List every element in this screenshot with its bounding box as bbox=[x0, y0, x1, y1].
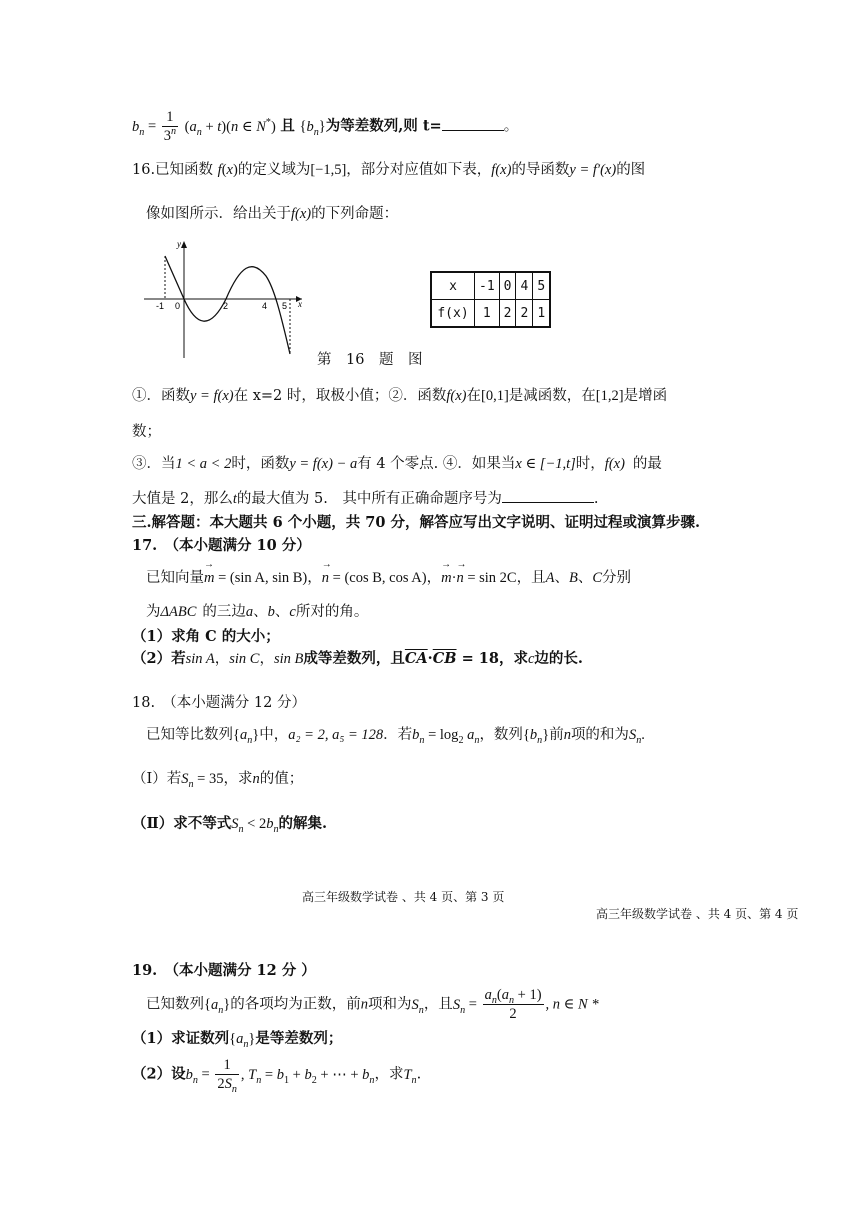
q17-line2: 为ΔABC 的三边a、b、c所对的角。 bbox=[146, 604, 369, 620]
y-axis-arrow bbox=[181, 241, 187, 248]
y-axis-label: y bbox=[177, 239, 181, 249]
table-cell: -1 bbox=[475, 272, 500, 300]
q19-fraction: $\frac{a_n(a_n + 1)}{2}$ bbox=[484, 987, 542, 1023]
q16-prop1-cont: 数； bbox=[132, 424, 161, 440]
q18-title: 18. （本小题满分 12 分） bbox=[132, 695, 306, 711]
q19-title: 19. （本小题满分 12 分 ） bbox=[132, 962, 316, 979]
footer-page-4: 高三年级数学试卷 、共 4 页、第 4 页 bbox=[596, 907, 799, 921]
value-table bbox=[430, 271, 551, 328]
footer-page-3: 高三年级数学试卷 、共 4 页、第 3 页 bbox=[302, 890, 505, 904]
q16-line2: 像如图所示．给出关于f(x)的下列命题： bbox=[146, 206, 399, 222]
tick-label-0: 0 bbox=[175, 301, 181, 311]
table-cell: 0 bbox=[499, 272, 516, 300]
table-cell: x bbox=[431, 272, 475, 300]
q19-part2: （2）设$b_n$ = $\frac{1}{2S_n}$ , $T_n = b_1 + b_2$ + ⋯ + $b_n$，求$T_n$. bbox=[132, 1057, 422, 1096]
q19-bn-fraction: $\frac{1}{2S_n}$ bbox=[217, 1057, 237, 1096]
q16-line1: 16.已知函数 f(x)的定义域为[−1,5]，部分对应值如下表，f(x)的导函数y = f′(x)的图 bbox=[132, 162, 646, 178]
q17-part2: （2）若sin A，sin C，sin B成等差数列，且$\overline{CA}\cdot\overline{CB} = 18$，求c边的长. bbox=[132, 650, 583, 667]
q17-part1: （1）求角 C 的大小； bbox=[132, 628, 280, 645]
tick-label-4: 4 bbox=[262, 301, 268, 311]
table-row bbox=[431, 272, 550, 300]
table-cell: 4 bbox=[516, 272, 533, 300]
table-cell: f(x) bbox=[431, 300, 475, 328]
q18-part1: （Ⅰ）若$S_n = 35$，求n的值； bbox=[132, 771, 304, 790]
q16-prop4: 大值是 2，那么t的最大值为 5. 其中所有正确命题序号为 . bbox=[132, 491, 599, 507]
q19-line1: 已知数列$\{a_n\}$的各项均为正数，前n项和为$S_n$，且$S_n$ = $\frac{a_n(a_n + 1)}{2}$ , n ∈ N * bbox=[146, 987, 599, 1023]
x-axis-label: x bbox=[298, 299, 302, 309]
q15-tail-line: $b_n$ = $\frac{1}{3^n}$ $(a_n + t)(n$ ∈ N*) 且 $\{b_n\}$为等差数列,则 t= 。 bbox=[132, 109, 519, 145]
q15-fraction: $\frac{1}{3^n}$ bbox=[163, 109, 177, 145]
table-cell: 2 bbox=[516, 300, 533, 328]
figure-caption: 第 16 题 图 bbox=[317, 352, 423, 368]
q17-title: 17. （本小题满分 10 分） bbox=[132, 537, 311, 554]
tick-label-5: 5 bbox=[282, 301, 288, 311]
q18-part2: （Ⅱ）求不等式$S_n < 2b_n$的解集. bbox=[132, 815, 328, 835]
q18-line1: 已知等比数列$\{a_n\}$中，a₂ = 2, a₅ = 128．若$b_n = \log_2 a_n$，数列$\{b_n\}$前n项的和为$S_n$. bbox=[146, 727, 645, 746]
section-3-heading: 三.解答题：本大题共 6 个小题，共 70 分，解答应写出文字说明、证明过程或演算步骤. bbox=[132, 514, 701, 531]
table-cell: 1 bbox=[475, 300, 500, 328]
table-cell: 5 bbox=[533, 272, 550, 300]
table-cell: 2 bbox=[499, 300, 516, 328]
derivative-graph bbox=[140, 236, 310, 362]
q16-prop3: ③．当1 < a < 2时，函数y = f(x) − a有 4 个零点. ④．如果当x ∈ [−1,t]时，f(x) 的最 bbox=[132, 456, 662, 472]
tick-label-2: 2 bbox=[223, 301, 229, 311]
tick-label-neg1: -1 bbox=[156, 301, 165, 311]
q16-prop1: ①．函数y = f(x)在 x=2 时，取极小值；②．函数f(x)在[0,1]是减函数，在[1,2]是增函 bbox=[132, 388, 668, 404]
table-row bbox=[431, 300, 550, 328]
table-cell: 1 bbox=[533, 300, 550, 328]
q17-line1: 已知向量→ m = (sin A, sin B)，→ n = (cos B, cos A)，→ m·→ n = sin 2C，且A、B、C分别 bbox=[146, 570, 631, 587]
q19-part1: （1）求证数列$\{a_n\}$是等差数列； bbox=[132, 1030, 343, 1050]
